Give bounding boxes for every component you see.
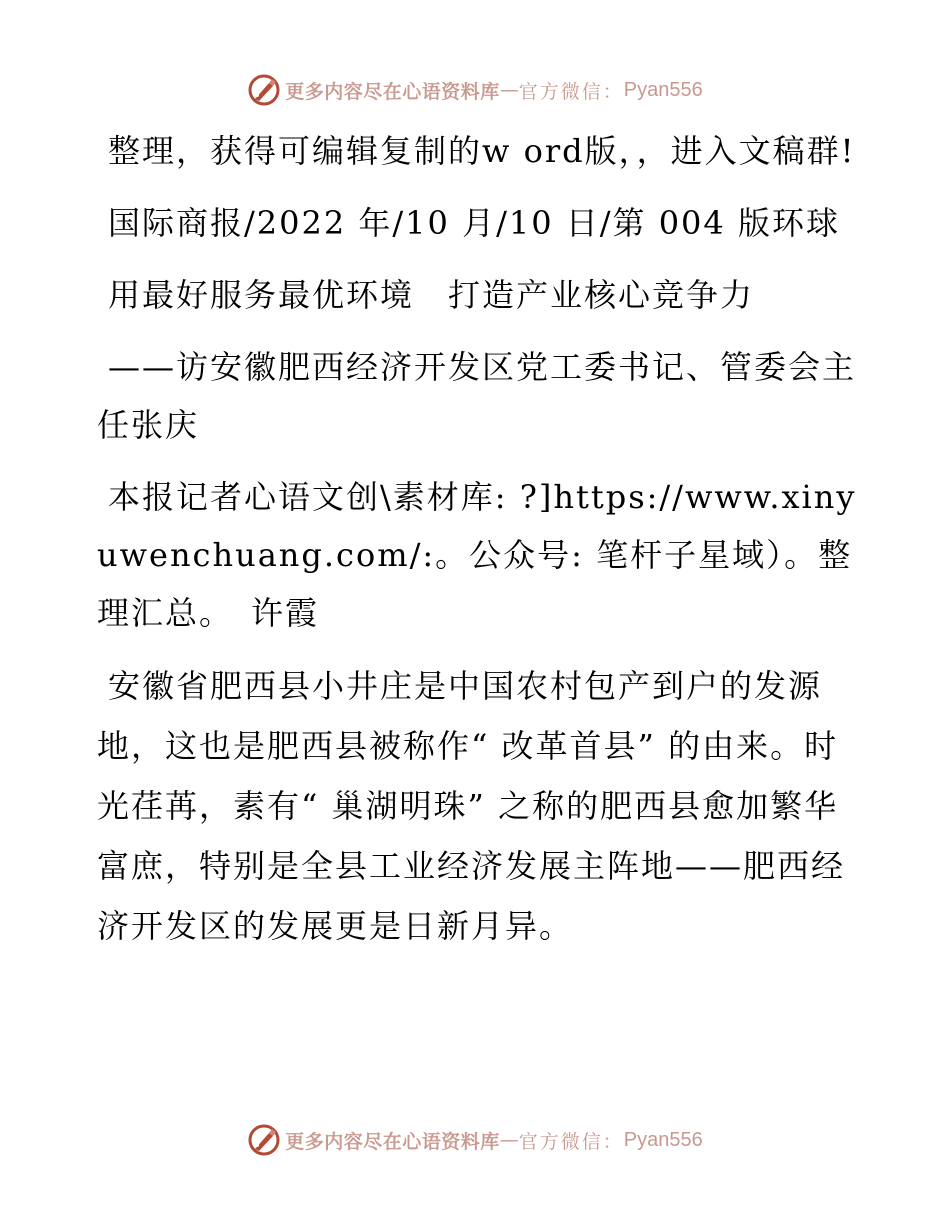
- watermark-wechat-label: 官方微信：: [518, 1130, 624, 1153]
- footer-watermark: [0, 1120, 950, 1160]
- subheadline: ——访安徽肥西经济开发区党工委书记、管委会主任张庆: [97, 348, 857, 444]
- pen-logo-icon: [247, 73, 281, 107]
- pen-logo-icon: [247, 1123, 281, 1157]
- headline: 用最好服务最优环境 打造产业核心竞争力: [108, 276, 755, 314]
- watermark-dash: —: [499, 1129, 519, 1151]
- watermark-main-text: 更多内容尽在心语资料库: [285, 1130, 500, 1153]
- intro-paragraph: 整理，获得可编辑复制的w ord版，，进入文稿群!: [108, 132, 856, 170]
- byline: 本报记者心语文创\素材库: ?]https://www.xinyuwenchuang.com/:。公众号: 笔杆子星域）。整理汇总。 许霞: [97, 478, 857, 632]
- document-body: [97, 122, 857, 970]
- watermark-wechat-id: Pyan556: [623, 1128, 703, 1151]
- source-line: 国际商报/2022 年/10 月/10 日/第 004 版环球: [108, 204, 840, 242]
- header-watermark: [0, 70, 950, 110]
- watermark-dash: —: [499, 79, 519, 101]
- watermark-wechat-label: 官方微信：: [518, 80, 624, 103]
- body-paragraph: 安徽省肥西县小井庄是中国农村包产到户的发源地，这也是肥西县被称作“ 改革首县” 的由来。时光荏苒，素有“ 巢湖明珠” 之称的肥西县愈加繁华富庶，特别是全县工业经济发展主阵地——肥西经济开发区的发展更是日新月异。: [97, 667, 846, 945]
- watermark-main-text: 更多内容尽在心语资料库: [285, 80, 500, 103]
- watermark-wechat-id: Pyan556: [623, 78, 703, 101]
